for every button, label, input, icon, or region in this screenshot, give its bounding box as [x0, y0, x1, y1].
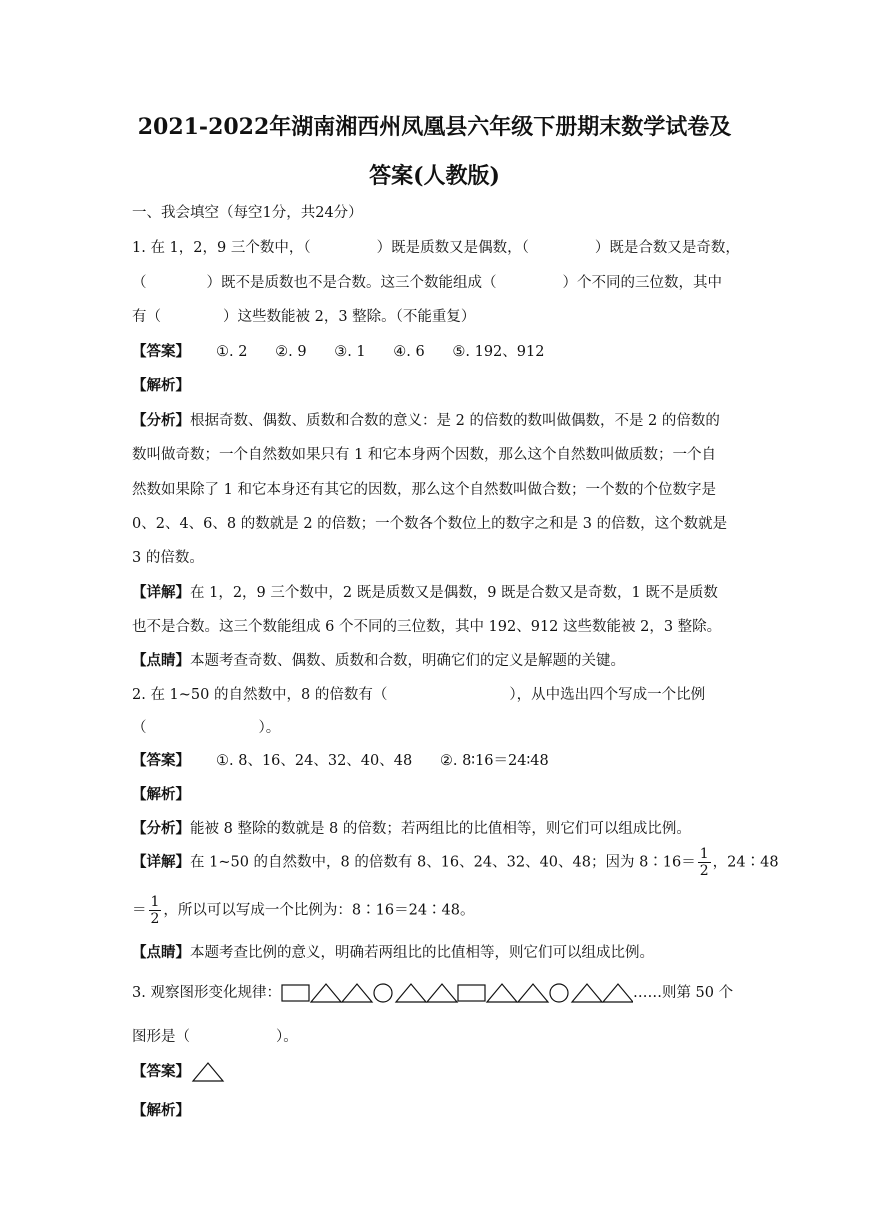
fraction-denominator: 2 — [699, 863, 709, 879]
q3-line2 — [132, 1027, 298, 1047]
triangle-shape — [342, 984, 372, 1002]
q2-fenxi — [132, 819, 691, 839]
section-heading: 一、我会填空（每空1分，共24分） — [132, 205, 363, 221]
q1-line1 — [132, 238, 740, 258]
square-shape — [458, 985, 485, 1001]
q1-answer — [132, 342, 544, 362]
q3-line1 — [132, 982, 733, 1004]
answer-tag: 【答案】 — [132, 1063, 190, 1080]
fraction-one-half — [698, 846, 711, 879]
q1-line3 — [132, 307, 475, 327]
triangle-shape — [572, 984, 602, 1002]
q1-fenxi-4: 0、2、4、6、8 的数就是 2 的倍数；一个数各个数位上的数字之和是 3 的倍数，这个数就是 — [132, 516, 728, 532]
fraction-numerator: 1 — [150, 894, 160, 910]
q1-fenxi-2: 数叫做奇数；一个自然数如果只有 1 和它本身两个因数，那么这个自然数叫做质数；一个自 — [132, 447, 716, 463]
circle-shape — [550, 984, 568, 1002]
q1-fenxi-5: 3 的倍数。 — [132, 550, 204, 566]
q1-text: 有（ — [132, 309, 161, 325]
triangle-shape — [193, 1063, 223, 1081]
q3-text: ）。 — [276, 1029, 298, 1045]
q1-jiexi-tag: 【解析】 — [132, 377, 190, 394]
shape-pattern — [281, 982, 633, 1004]
triangle-shape — [518, 984, 548, 1002]
answer-shape — [190, 1061, 226, 1083]
answer-tag: 【答案】 — [132, 752, 190, 769]
q2-xiangjie-text: ，所以可以写成一个比例为：8∶16＝24∶48。 — [163, 902, 475, 919]
triangle-shape — [396, 984, 426, 1002]
q1-dianjing — [132, 651, 625, 671]
fenxi-tag: 【分析】 — [132, 412, 190, 429]
q1-text: ）既是合数又是奇数， — [594, 240, 740, 256]
q1-xiangjie-text: 在 1，2，9 三个数中，2 既是质数又是偶数，9 既是合数又是奇数，1 既不是质数 — [190, 585, 718, 601]
q2-text: ）。 — [258, 720, 281, 736]
triangle-shape — [427, 984, 457, 1002]
q2-xiangjie-text: ，24∶48 — [712, 854, 779, 871]
triangle-shape — [603, 984, 633, 1002]
q3-text: 3. 观察图形变化规律： — [132, 985, 281, 1001]
q2-answer — [132, 751, 549, 771]
q2-xiangjie-text: 在 1~50 的自然数中，8 的倍数有 8、16、24、32、40、48；因为 8∶16＝ — [190, 854, 696, 871]
q2-xiangjie-2 — [132, 894, 475, 927]
q2-xiangjie-text: ＝ — [132, 902, 147, 919]
q1-text: ）个不同的三位数，其中 — [562, 275, 722, 291]
q1-fenxi-1 — [132, 411, 720, 431]
fraction-numerator: 1 — [699, 846, 709, 862]
q1-xiangjie-1 — [132, 583, 718, 603]
fraction-one-half — [149, 894, 162, 927]
q2-line2 — [132, 718, 280, 738]
q3-text: 图形是（ — [132, 1029, 190, 1045]
q2-text: （ — [132, 720, 147, 736]
circle-shape — [374, 984, 392, 1002]
dianjing-tag: 【点睛】 — [132, 652, 190, 669]
q3-jiexi-tag: 【解析】 — [132, 1102, 190, 1119]
q2-jiexi-tag: 【解析】 — [132, 786, 190, 803]
q2-dianjing-text: 本题考查比例的意义，明确若两组比的比值相等，则它们可以组成比例。 — [190, 945, 654, 961]
q1-fenxi-text: 根据奇数、偶数、质数和合数的意义：是 2 的倍数的数叫做偶数，不是 2 的倍数的 — [190, 413, 720, 429]
doc-title-line2: 答案(人教版) — [369, 163, 500, 189]
xiangjie-tag: 【详解】 — [132, 853, 190, 871]
q2-line1 — [132, 685, 705, 705]
xiangjie-tag: 【详解】 — [132, 584, 190, 601]
q2-text: 2. 在 1~50 的自然数中，8 的倍数有（ — [132, 687, 388, 703]
answer-tag: 【答案】 — [132, 343, 190, 360]
q2-answer-text: ①. 8、16、24、32、40、48 ②. 8∶16＝24∶48 — [216, 753, 549, 769]
fenxi-tag: 【分析】 — [132, 820, 190, 837]
q1-text: ）既是质数又是偶数，（ — [376, 240, 529, 256]
q1-text: ）既不是质数也不是合数。这三个数能组成（ — [206, 275, 497, 291]
q2-text: ），从中选出四个写成一个比例 — [509, 687, 706, 703]
q1-text: ）这些数能被 2，3 整除。（不能重复） — [223, 309, 476, 325]
q1-line2 — [132, 273, 722, 293]
triangle-shape — [311, 984, 341, 1002]
q3-text: ……则第 50 个 — [632, 985, 734, 1001]
square-shape — [282, 985, 309, 1001]
q2-dianjing — [132, 943, 654, 963]
q2-xiangjie-1 — [132, 846, 779, 879]
q3-answer — [132, 1061, 226, 1083]
triangle-shape — [487, 984, 517, 1002]
q1-text: （ — [132, 275, 147, 291]
q1-dianjing-text: 本题考查奇数、偶数、质数和合数，明确它们的定义是解题的关键。 — [190, 653, 625, 669]
q1-text: 1. 在 1，2，9 三个数中，（ — [132, 240, 311, 256]
fraction-denominator: 2 — [150, 911, 160, 927]
doc-title-line1: 2021-2022年湖南湘西州凤凰县六年级下册期末数学试卷及 — [137, 114, 732, 140]
q1-fenxi-3: 然数如果除了 1 和它本身还有其它的因数，那么这个自然数叫做合数；一个数的个位数字是 — [132, 482, 716, 498]
q1-xiangjie-2: 也不是合数。这三个数能组成 6 个不同的三位数，其中 192、912 这些数能被 2，3 整除。 — [132, 619, 722, 635]
q1-answer-text: ①. 2 ②. 9 ③. 1 ④. 6 ⑤. 192、912 — [216, 344, 545, 360]
dianjing-tag: 【点睛】 — [132, 944, 190, 961]
q2-fenxi-text: 能被 8 整除的数就是 8 的倍数；若两组比的比值相等，则它们可以组成比例。 — [190, 821, 691, 837]
